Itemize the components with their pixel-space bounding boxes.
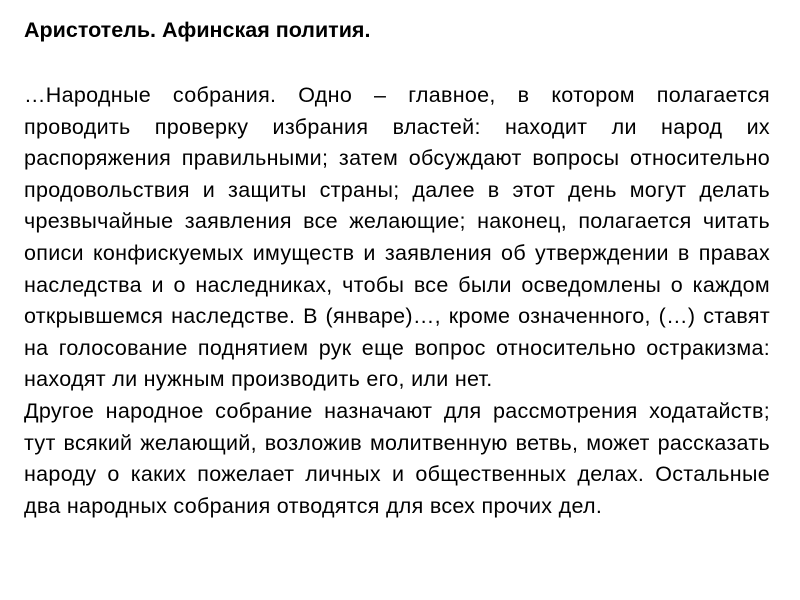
document-title: Аристотель. Афинская полития. [24,18,371,42]
paragraph-1: …Народные собрания. Одно – главное, в котором полагается проводить проверку избрания властей: находит ли народ их распоряжения правильными; затем обсуждают вопросы относительно продовольствия и защиты страны; далее в этот день могут делать чрезвычайные заявления все желающие; наконец, полагается читать описи конфискуемых имуществ и заявления об утверждении в правах наследства и о наследниках, чтобы все были осведомлены о каждом открывшемся наследстве. В (январе)…, кроме означенного, (…) ставят на голосование поднятием рук еще вопрос относительно остракизма: находят ли нужным производить его, или нет. [24,83,770,392]
paragraph-2: Другое народное собрание назначают для рассмотрения ходатайств; тут всякий желающий, возложив молитвенную ветвь, может рассказать народу о каких пожелает личных и общественных делах. Остальные два народных собрания отводятся для всех прочих дел. [24,398,770,518]
document-body [24,80,770,522]
